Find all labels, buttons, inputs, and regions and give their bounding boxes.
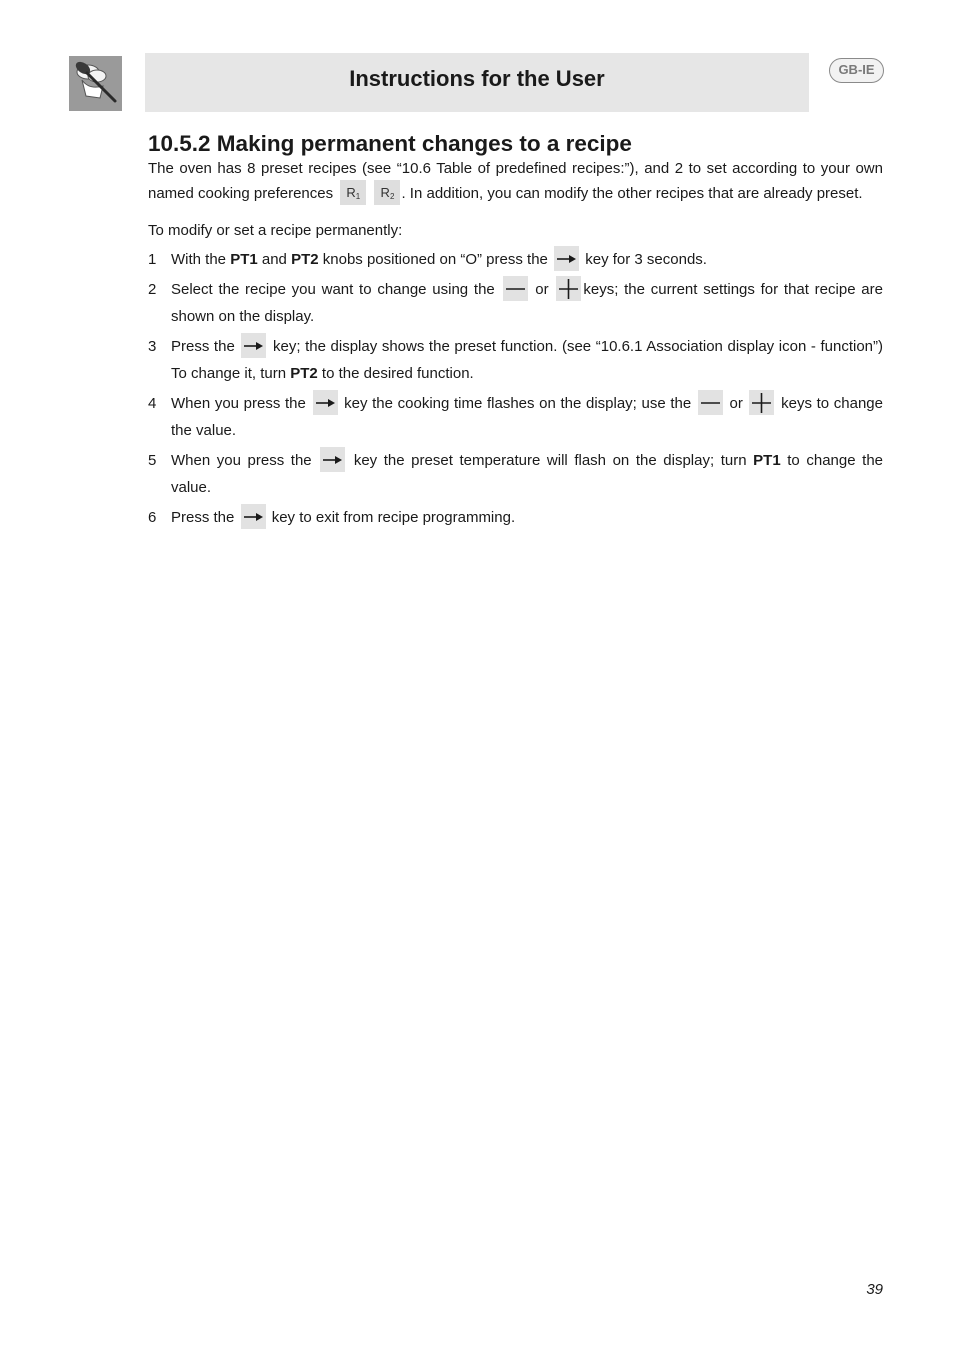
r1-key-label: R: [346, 184, 356, 200]
step-text: and: [257, 251, 292, 268]
page-title: Instructions for the User: [349, 66, 605, 91]
list-item: [148, 333, 883, 387]
step-text: or: [529, 281, 555, 298]
main-content: [148, 131, 884, 534]
minus-key-icon: [698, 390, 723, 415]
minus-key-icon: [503, 276, 528, 301]
list-item: [148, 447, 883, 501]
intro-paragraph: [148, 156, 883, 206]
step-text: key the preset temperature will flash on the display; turn: [347, 452, 754, 469]
r2-key-label: R: [380, 184, 390, 200]
knob-label: PT1: [230, 251, 258, 268]
chef-spoon-logo-icon: [69, 56, 122, 111]
lead-paragraph: To modify or set a recipe permanently:: [148, 222, 403, 239]
knob-label: PT1: [753, 452, 781, 469]
arrow-right-key-icon: [320, 447, 345, 472]
step-number: 6: [148, 509, 157, 526]
step-number: 5: [148, 452, 157, 469]
step-text: When you press the: [171, 452, 319, 469]
list-item: [148, 390, 883, 444]
step-text: key to exit from recipe programming.: [267, 509, 516, 526]
step-text: keys; the current settings for that recipe are shown on the display.: [171, 281, 883, 325]
list-item: [148, 246, 883, 273]
section-title: 10.5.2 Making permanent changes to a recipe: [148, 131, 632, 156]
r1-key-icon: [340, 180, 366, 205]
arrow-right-key-icon: [554, 246, 579, 271]
step-text: key for 3 seconds.: [581, 251, 707, 268]
step-text: Press the: [171, 338, 240, 355]
plus-key-icon: [556, 276, 581, 301]
step-text: With the: [171, 251, 231, 268]
list-item: [148, 504, 883, 531]
step-text: to the desired function.: [317, 365, 474, 382]
knob-label: PT2: [290, 365, 318, 382]
knob-label: PT2: [291, 251, 319, 268]
step-number: 1: [148, 251, 157, 268]
step-text: knobs positioned on “O” press the: [318, 251, 553, 268]
step-text: to change the value.: [171, 452, 884, 496]
page-number: 39: [866, 1281, 883, 1298]
intro-text: The oven has 8 preset recipes (see “10.6 Table of predefined recipes:”), and 2 to set according to your own named cooking preferences: [148, 160, 883, 202]
step-text: Select the recipe you want to change using the: [171, 281, 501, 298]
step-text: key the cooking time flashes on the display; use the: [339, 395, 696, 412]
steps-list: [148, 246, 883, 531]
arrow-right-key-icon: [241, 504, 266, 529]
r1-key-subscript: 1: [355, 191, 361, 201]
language-badge: GB-IE: [829, 58, 884, 83]
step-number: 2: [148, 281, 157, 298]
list-item: [148, 276, 883, 330]
arrow-right-key-icon: [313, 390, 338, 415]
step-text: or: [724, 395, 748, 412]
plus-key-icon: [749, 390, 774, 415]
intro-text-continued: . In addition, you can modify the other recipes that are already preset.: [401, 185, 863, 202]
r2-key-subscript: 2: [389, 191, 395, 201]
step-text: key; the display shows the preset function. (see “10.6.1 Association display icon - function”) To change it, turn: [171, 338, 884, 382]
step-text: Press the: [171, 509, 239, 526]
header-bar: [145, 53, 809, 112]
step-number: 3: [148, 338, 157, 355]
step-number: 4: [148, 395, 157, 412]
r2-key-icon: [374, 180, 400, 205]
step-text: keys to change the value.: [171, 395, 883, 439]
step-text: When you press the: [171, 395, 311, 412]
arrow-right-key-icon: [241, 333, 266, 358]
